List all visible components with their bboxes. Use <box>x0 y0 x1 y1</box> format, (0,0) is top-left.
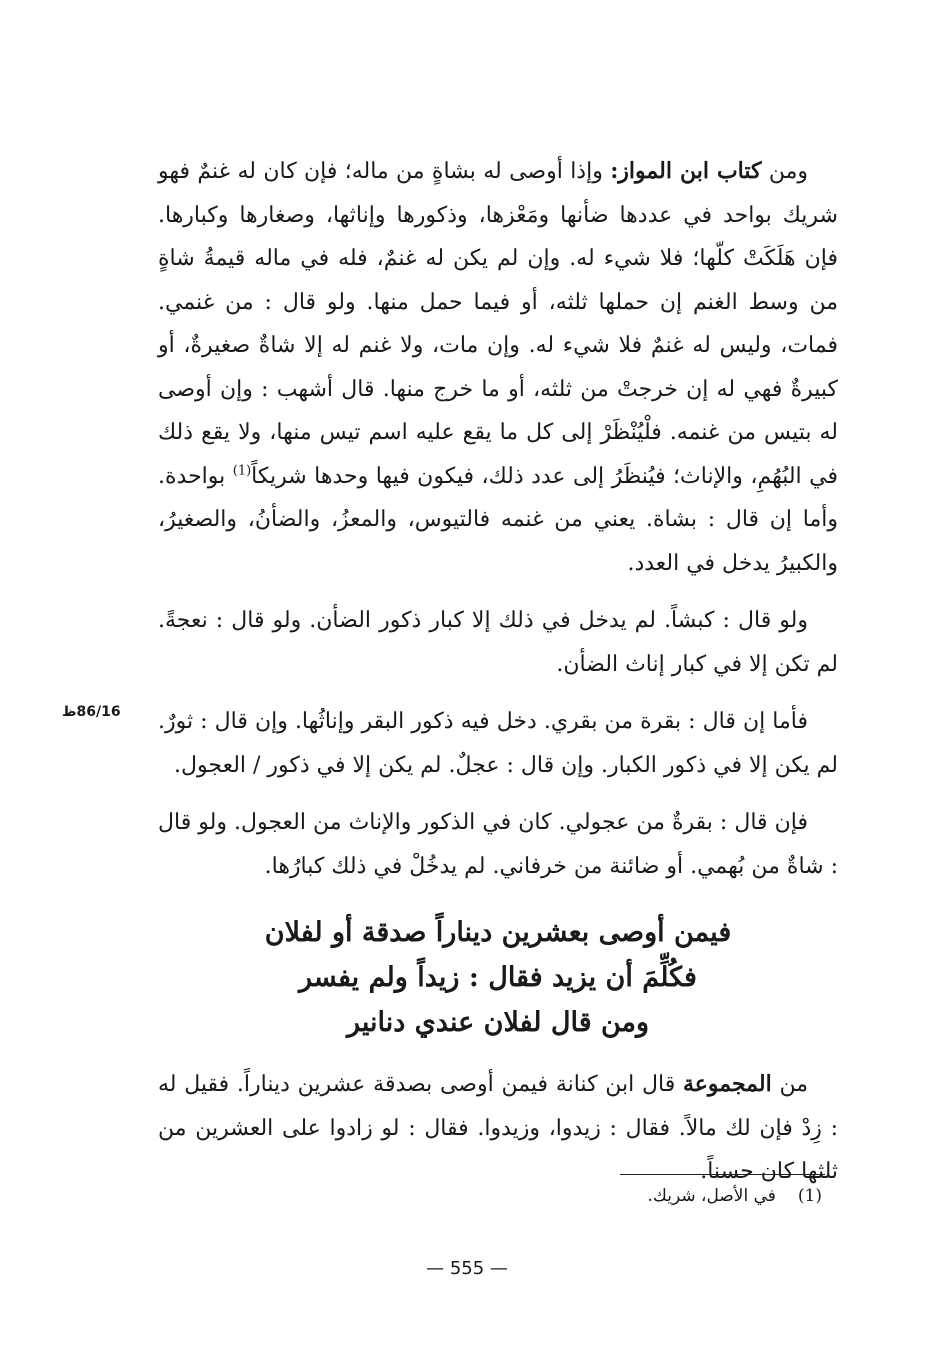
paragraph-gap <box>158 585 838 599</box>
section-heading <box>158 910 838 1045</box>
source-citation: كتاب ابن المواز: <box>610 158 762 184</box>
source-citation: المجموعة <box>682 1071 772 1097</box>
paragraph-text-tail: بواحدة. وأما إن قال : بشاة. يعني من غنمه فالتيوس، والمعزُ، والضأنُ، والصغيرُ، والكبيرُ يدخل في العدد. <box>158 463 838 576</box>
paragraph-text: قال ابن كنانة فيمن أوصى بصدقة عشرين ديناراً. فقيل له : زِدْ فإن لك مالاً. فقال : زيدوا، وزيدوا. فقال : لو زادوا على العشرين من ثلثها كان حسناً. <box>158 1072 838 1184</box>
paragraph-text: وإذا أوصى له بشاةٍ من ماله؛ فإن كان له غنمٌ فهو شريك بواحد في عددها ضأنها ومَعْزها، وذكورها وإناثها، وصغارها وكبارها. فإن هَلَكَتْ كلّها؛ فلا شيء له. وإن لم يكن له غنمٌ، فله في ماله قيمةُ شاةٍ من وسط الغنم إن حملها ثلثه، أو فيما حمل منها. ولو قال : من غنمي. فمات، وليس له غنمٌ فلا شيء له. وإن مات، ولا غنم له إلا شاةٌ صغيرةٌ، أو كبيرةٌ فهي له إن خرجتْ من ثلثه، أو ما خرج منها. قال أشهب : وإن أوصى له بتيس من غنمه. فلْيُنْظَرْ إلى كل ما يقع عليه اسم تيس منها، ولا يقع ذلك في البُهُمِ، والإناث؛ فيُنظَرُ إلى عدد ذلك، فيكون فيها وحدها شريكاً <box>158 159 838 489</box>
manuscript-folio-note: 86/16ظ <box>62 704 121 720</box>
page-number: — 555 — <box>426 1258 508 1279</box>
paragraph-cow: فأما إن قال : بقرة من بقري. دخل فيه ذكور البقر وإناثُها. وإن قال : ثورٌ. لم يكن إلا في ذكور الكبار. وإن قال : عجلٌ. لم يكن إلا في ذكور / العجول. <box>158 709 838 778</box>
heading-line: فكُلِّمَ أن يزيد فقال : زيداً ولم يفسر <box>299 962 697 993</box>
paragraph-calves: فإن قال : بقرةٌ من عجولي. كان في الذكور والإناث من العجول. ولو قال : شاةٌ من بُهمي. أو ضائنة من خرفاني. لم يدخُلْ في ذلك كبارُها. <box>158 810 838 879</box>
heading-line: ومن قال لفلان عندي دنانير <box>346 1007 650 1038</box>
page-body <box>158 150 838 1194</box>
footnote <box>647 1186 822 1206</box>
footnote-reference[interactable]: (1) <box>232 463 252 479</box>
paragraph-lead: من <box>779 1072 808 1097</box>
paragraph-lead: ومن <box>768 159 808 184</box>
footnote-text: في الأصل، شريك. <box>647 1186 776 1206</box>
paragraph-ram: ولو قال : كبشاً. لم يدخل في ذلك إلا كبار ذكور الضأن. ولو قال : نعجةً. لم تكن إلا في كبار إناث الضأن. <box>158 608 838 677</box>
paragraph-gap <box>158 686 838 700</box>
paragraph-will-sheep <box>158 150 838 585</box>
heading-line: فيمن أوصى بعشرين ديناراً صدقة أو لفلان <box>264 917 732 948</box>
footnote-number: (1) <box>797 1186 822 1206</box>
paragraph-gap <box>158 787 838 801</box>
footnote-divider <box>620 1174 825 1175</box>
